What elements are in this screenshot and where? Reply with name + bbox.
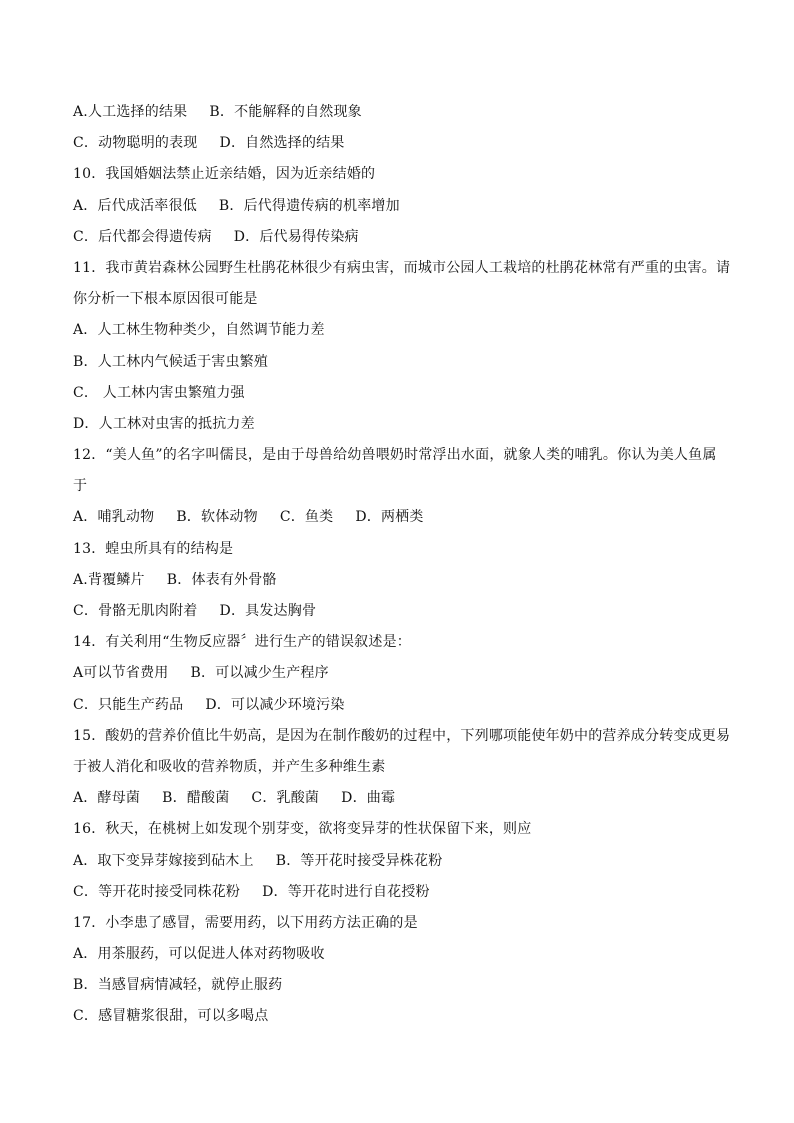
answer-option: C．乳酸菌 (251, 790, 320, 807)
answer-option: D．后代易得传染病 (233, 228, 359, 245)
question-text: A．人工林生物种类少，自然调节能力差 (73, 322, 325, 339)
question-text: 16．秋天，在桃树上如发现个别芽变，欲将变异芽的性状保留下来，则应 (73, 821, 532, 838)
option-row (73, 194, 733, 225)
answer-option: C．鱼类 (279, 509, 334, 526)
option-row (73, 225, 733, 256)
answer-option: D．曲霉 (341, 790, 396, 807)
option-row (73, 693, 733, 724)
option-row (73, 880, 733, 911)
question-text: 11．我市黄岩森林公园野生杜鹃花林很少有病虫害，而城市公园人工栽培的杜鹃花林常有严重的虫害。请 (73, 259, 731, 276)
answer-option: A．哺乳动物 (73, 509, 155, 526)
option-row (73, 100, 733, 131)
question-text: 13．蝗虫所具有的结构是 (73, 540, 234, 557)
question-text: 于被人消化和吸收的营养物质，并产生多种维生素 (73, 758, 386, 775)
answer-option: A．后代成活率很低 (73, 197, 197, 214)
option-row (73, 661, 733, 692)
question-text: 15．酸奶的营养价值比牛奶高，是因为在制作酸奶的过程中，下列哪项能使年奶中的营养成分转变成更易 (73, 727, 731, 744)
question-text: B．当感冒病情减轻，就停止服药 (73, 977, 283, 994)
answer-option: C．只能生产药品 (73, 696, 184, 713)
option-row (73, 568, 733, 599)
answer-option: D．两栖类 (355, 509, 424, 526)
answer-option: B．不能解释的自然现象 (209, 104, 362, 120)
answer-option: C．后代都会得遗传病 (73, 228, 212, 245)
question-text: 12．“美人鱼”的名字叫儒艮，是由于母兽给幼兽喂奶时常浮出水面，就象人类的哺乳。你认为美人鱼属 (73, 447, 717, 464)
question-text: 17．小李患了感冒，需要用药，以下用药方法正确的是 (73, 914, 418, 931)
answer-option: C．等开花时接受同株花粉 (73, 883, 241, 900)
option-row (73, 131, 733, 162)
option-row (73, 599, 733, 630)
question-text: D．人工林对虫害的抵抗力差 (73, 415, 255, 432)
option-row (73, 786, 733, 817)
question-text: 于 (73, 478, 88, 495)
answer-option: A.背覆鳞片 (73, 571, 145, 588)
question-text: A．用茶服药，可以促进人体对药物吸收 (73, 946, 325, 963)
exam-page (73, 100, 733, 1036)
answer-option: D．具发达胸骨 (219, 603, 317, 619)
answer-option: A可以节省费用 (73, 665, 169, 682)
answer-option: D．可以减少环境污染 (205, 696, 345, 713)
answer-option: B．可以减少生产程序 (190, 665, 329, 682)
answer-option: D．自然选择的结果 (219, 135, 345, 152)
option-row (73, 505, 733, 536)
answer-option: B．等开花时接受异株花粉 (275, 852, 443, 869)
option-row (73, 849, 733, 880)
answer-option: A．酵母菌 (73, 790, 141, 807)
answer-option: C．骨骼无肌肉附着 (73, 603, 198, 619)
question-text: 14．有关利用“生物反应器〞进行生产的错误叙述是： (73, 634, 411, 651)
answer-option: B．软体动物 (176, 509, 258, 526)
question-text: 你分析一下根本原因很可能是 (73, 291, 258, 308)
answer-option: B．后代得遗传病的机率增加 (218, 197, 400, 214)
answer-option: A.人工选择的结果 (73, 104, 188, 120)
answer-option: D．等开花时进行自花授粉 (262, 883, 430, 900)
answer-option: B．醋酸菌 (162, 790, 230, 807)
question-text: C．感冒糖浆很甜，可以多喝点 (73, 1008, 269, 1025)
answer-option: A．取下变异芽嫁接到砧木上 (73, 852, 254, 869)
question-text: B．人工林内气候适于害虫繁殖 (73, 353, 269, 370)
answer-option: B．体表有外骨骼 (166, 571, 277, 588)
answer-option: C．动物聪明的表现 (73, 135, 198, 152)
question-text: C． 人工林内害虫繁殖力强 (73, 384, 245, 401)
question-text: 10．我国婚姻法禁止近亲结婚，因为近亲结婚的 (73, 166, 376, 183)
